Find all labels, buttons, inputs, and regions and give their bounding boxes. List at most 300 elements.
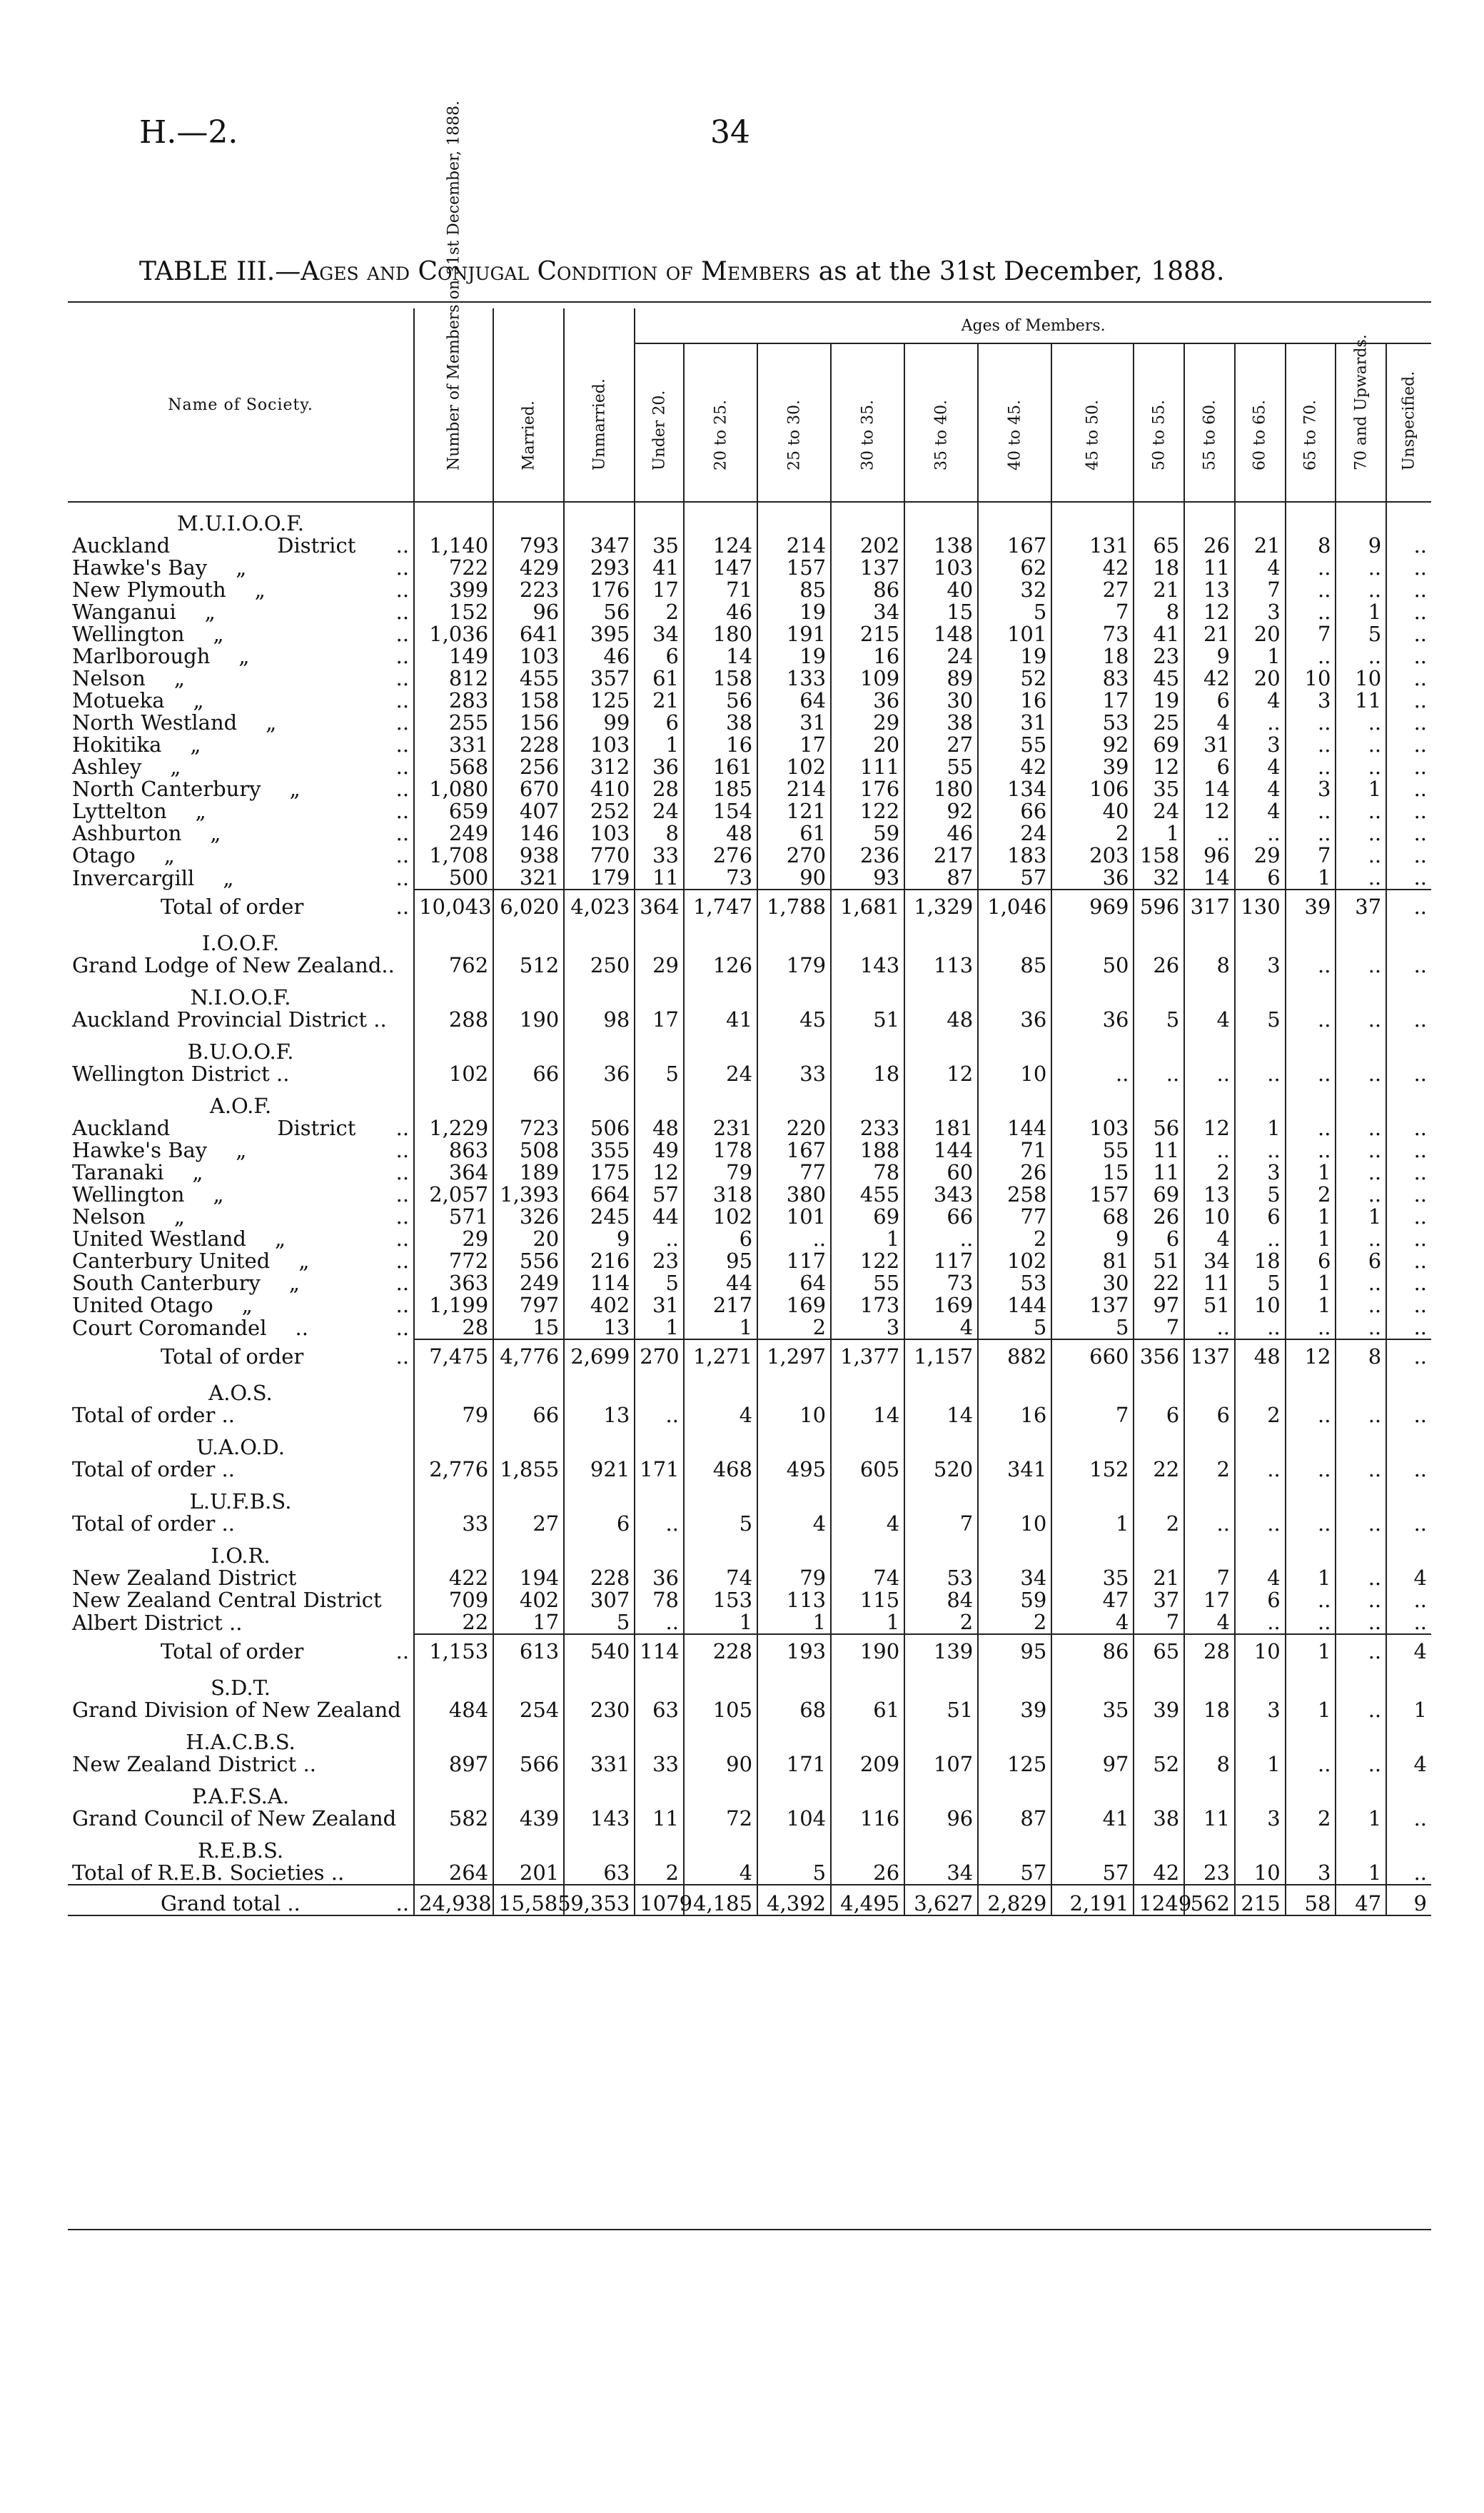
table-cell: 65 xyxy=(1134,1634,1184,1667)
empty-cell xyxy=(1051,1481,1134,1513)
leader-dots: .. xyxy=(395,600,410,624)
table-cell: .. xyxy=(1386,1339,1431,1372)
table-cell: 149 xyxy=(414,645,493,668)
empty-cell xyxy=(1386,1535,1431,1567)
table-cell: 42 xyxy=(978,756,1051,778)
table-cell: 137 xyxy=(1184,1339,1235,1372)
table-cell: 8 xyxy=(1286,535,1336,557)
table-cell: 122 xyxy=(831,800,904,822)
table-cell: 11 xyxy=(635,867,684,890)
table-cell: 45 xyxy=(757,1009,831,1031)
empty-cell xyxy=(757,502,831,535)
table-cell: .. xyxy=(1286,1009,1336,1031)
leader-dots: .. xyxy=(395,1344,410,1369)
society-name xyxy=(68,734,414,756)
society-name xyxy=(68,1339,414,1372)
empty-cell xyxy=(904,1372,978,1404)
table-cell: 103 xyxy=(1051,1117,1134,1139)
section-title: H.A.C.B.S. xyxy=(186,1730,296,1754)
table-cell: 17 xyxy=(757,734,831,756)
table-cell: 571 xyxy=(414,1206,493,1228)
table-cell: 78 xyxy=(635,1589,684,1611)
table-cell: .. xyxy=(1336,1513,1386,1535)
district-label: „ xyxy=(173,666,185,690)
table-cell: 16 xyxy=(831,645,904,668)
table-cell: .. xyxy=(1134,1063,1184,1085)
table-cell: 17 xyxy=(635,1009,684,1031)
table-row xyxy=(68,1184,1431,1206)
district-label: „ xyxy=(241,1293,253,1317)
table-cell: 36 xyxy=(978,1009,1051,1031)
table-cell: 73 xyxy=(1051,623,1134,645)
empty-cell xyxy=(757,1535,831,1567)
table-cell: 147 xyxy=(684,557,757,579)
table-cell: .. xyxy=(1235,1611,1286,1634)
empty-cell xyxy=(1051,1426,1134,1459)
table-cell: 312 xyxy=(564,756,635,778)
table-cell: 2 xyxy=(1184,1459,1235,1481)
table-cell: 113 xyxy=(904,955,978,977)
table-cell: 969 xyxy=(1051,890,1134,922)
empty-cell xyxy=(635,1481,684,1513)
table-cell: 50 xyxy=(1051,955,1134,977)
empty-cell xyxy=(1336,1085,1386,1117)
table-cell: 201 xyxy=(493,1862,564,1885)
society-name-text: Motueka xyxy=(72,688,165,712)
column-age-10 xyxy=(1286,343,1336,502)
table-cell: 126 xyxy=(684,955,757,977)
table-cell: .. xyxy=(1386,1162,1431,1184)
society-name xyxy=(68,1063,414,1085)
leader-dots: .. xyxy=(395,1138,410,1162)
table-cell: .. xyxy=(1386,712,1431,734)
table-cell: .. xyxy=(1286,1316,1336,1339)
empty-cell xyxy=(831,1426,904,1459)
table-cell: 938 xyxy=(493,845,564,867)
table-row xyxy=(68,1206,1431,1228)
table-cell: 36 xyxy=(1051,1009,1134,1031)
empty-cell xyxy=(684,1426,757,1459)
district-label: „ xyxy=(163,843,175,867)
table-cell: 793 xyxy=(493,535,564,557)
table-cell: 566 xyxy=(493,1753,564,1776)
empty-cell xyxy=(831,922,904,955)
table-cell: .. xyxy=(1286,756,1336,778)
society-name xyxy=(68,778,414,800)
empty-cell xyxy=(684,1830,757,1862)
empty-cell xyxy=(831,1535,904,1567)
table-cell: 203 xyxy=(1051,845,1134,867)
table-cell: 21 xyxy=(1134,1567,1184,1589)
table-cell: 357 xyxy=(564,668,635,690)
section-title: P.A.F.S.A. xyxy=(192,1784,290,1808)
table-cell: 124 xyxy=(684,535,757,557)
empty-cell xyxy=(904,922,978,955)
table-cell: 35 xyxy=(1051,1567,1134,1589)
table-cell: 18 xyxy=(1235,1250,1286,1272)
table-row xyxy=(68,756,1431,778)
society-name-text: Auckland Provincial District .. xyxy=(72,1007,387,1032)
table-row xyxy=(68,623,1431,645)
empty-cell xyxy=(414,977,493,1009)
table-row xyxy=(68,1611,1431,1634)
society-name-text: Grand Division of New Zealand xyxy=(72,1698,401,1722)
table-cell: 190 xyxy=(493,1009,564,1031)
table-cell: 34 xyxy=(1184,1250,1235,1272)
table-cell: 26 xyxy=(1184,535,1235,557)
table-cell: 39 xyxy=(1134,1699,1184,1721)
table-cell: 215 xyxy=(831,623,904,645)
society-name-text: Total of order xyxy=(161,894,304,919)
empty-cell xyxy=(493,1535,564,1567)
table-cell: 660 xyxy=(1051,1339,1134,1372)
society-name xyxy=(68,867,414,890)
empty-cell xyxy=(1386,1830,1431,1862)
table-cell: 363 xyxy=(414,1272,493,1294)
empty-cell xyxy=(414,1372,493,1404)
society-name-text: Nelson xyxy=(72,666,146,690)
table-cell: 92 xyxy=(1051,734,1134,756)
empty-cell xyxy=(904,1776,978,1808)
table-cell: 4 xyxy=(1235,756,1286,778)
table-cell: 5 xyxy=(635,1063,684,1085)
district-label: „ xyxy=(289,777,301,801)
table-row xyxy=(68,778,1431,800)
society-name-text: Total of order .. xyxy=(72,1403,235,1427)
table-cell: 40 xyxy=(904,579,978,601)
table-cell: 214 xyxy=(757,535,831,557)
empty-cell xyxy=(493,1721,564,1753)
column-age-7 xyxy=(1134,343,1184,502)
table-cell: 60 xyxy=(904,1162,978,1184)
empty-cell xyxy=(564,1776,635,1808)
table-cell: 86 xyxy=(831,579,904,601)
table-cell: 12 xyxy=(1184,1117,1235,1139)
table-cell: 18 xyxy=(1051,645,1134,668)
table-cell: 84 xyxy=(904,1589,978,1611)
empty-cell xyxy=(1051,922,1134,955)
empty-cell xyxy=(978,977,1051,1009)
table-cell: 1 xyxy=(1386,1699,1431,1721)
table-cell: 1 xyxy=(1286,1206,1336,1228)
table-cell: 44 xyxy=(635,1206,684,1228)
table-cell: 422 xyxy=(414,1567,493,1589)
table-cell: 85 xyxy=(757,579,831,601)
table-cell: 484 xyxy=(414,1699,493,1721)
section-title: I.O.O.F. xyxy=(201,931,280,955)
table-cell: 562 xyxy=(1184,1885,1235,1915)
table-cell: 5 xyxy=(1336,623,1386,645)
table-cell: 12 xyxy=(1184,601,1235,623)
table-cell: 356 xyxy=(1134,1339,1184,1372)
table-cell: .. xyxy=(1386,1404,1431,1426)
empty-cell xyxy=(414,1426,493,1459)
table-cell: 109 xyxy=(831,668,904,690)
table-cell: 250 xyxy=(564,955,635,977)
table-cell: 233 xyxy=(831,1117,904,1139)
table-row xyxy=(68,1404,1431,1426)
table-cell: 125 xyxy=(564,690,635,712)
table-cell: 178 xyxy=(684,1139,757,1162)
table-cell: 51 xyxy=(904,1699,978,1721)
empty-cell xyxy=(1184,977,1235,1009)
society-name xyxy=(68,1250,414,1272)
table-cell: 29 xyxy=(414,1228,493,1250)
table-cell: 74 xyxy=(684,1567,757,1589)
section-row xyxy=(68,1481,1431,1513)
table-cell: .. xyxy=(757,1228,831,1250)
table-cell: 16 xyxy=(684,734,757,756)
table-cell: 189 xyxy=(493,1162,564,1184)
district-label: „ xyxy=(238,644,250,668)
table-cell: 230 xyxy=(564,1699,635,1721)
table-row xyxy=(68,1228,1431,1250)
table-cell: 45 xyxy=(1134,668,1184,690)
empty-cell xyxy=(1235,1426,1286,1459)
table-cell: 8 xyxy=(1184,1753,1235,1776)
table-cell: 10 xyxy=(1286,668,1336,690)
table-cell: 37 xyxy=(1134,1589,1184,1611)
leader-dots: .. xyxy=(395,688,410,712)
table-cell: .. xyxy=(1386,778,1431,800)
empty-cell xyxy=(564,1085,635,1117)
empty-cell xyxy=(564,1830,635,1862)
table-cell: 176 xyxy=(564,579,635,601)
table-cell: 103 xyxy=(493,645,564,668)
table-cell: 1 xyxy=(757,1611,831,1634)
leader-dots: .. xyxy=(395,644,410,668)
table-cell: 51 xyxy=(1184,1294,1235,1316)
empty-cell xyxy=(1286,1830,1336,1862)
table-cell: 48 xyxy=(904,1009,978,1031)
table-cell: .. xyxy=(1286,955,1336,977)
table-cell: .. xyxy=(1386,1250,1431,1272)
society-name xyxy=(68,557,414,579)
empty-cell xyxy=(1184,1830,1235,1862)
section-title: R.E.B.S. xyxy=(198,1838,284,1863)
table-cell: 66 xyxy=(493,1404,564,1426)
empty-cell xyxy=(1184,1667,1235,1699)
empty-cell xyxy=(1286,922,1336,955)
table-cell: 670 xyxy=(493,778,564,800)
empty-cell xyxy=(414,1667,493,1699)
table-cell: 8 xyxy=(635,822,684,845)
table-row xyxy=(68,690,1431,712)
empty-cell xyxy=(1336,977,1386,1009)
table-cell: 556 xyxy=(493,1250,564,1272)
table-cell: 56 xyxy=(684,690,757,712)
table-cell: 115 xyxy=(831,1589,904,1611)
table-cell: 71 xyxy=(978,1139,1051,1162)
empty-cell xyxy=(1386,1721,1431,1753)
society-name xyxy=(68,1459,414,1481)
total-row xyxy=(68,890,1431,922)
table-cell: .. xyxy=(1235,1063,1286,1085)
table-cell: 14 xyxy=(904,1404,978,1426)
table-cell: 582 xyxy=(414,1808,493,1830)
table-cell: 921 xyxy=(564,1459,635,1481)
table-cell: 14 xyxy=(1184,778,1235,800)
table-cell: 255 xyxy=(414,712,493,734)
table-cell: 2,776 xyxy=(414,1459,493,1481)
section-row xyxy=(68,502,1431,535)
empty-cell xyxy=(635,502,684,535)
society-name-text: Total of order xyxy=(161,1344,304,1369)
table-cell: 55 xyxy=(831,1272,904,1294)
district-label: „ xyxy=(210,821,221,845)
table-cell: 6 xyxy=(1184,756,1235,778)
table-cell: 9 xyxy=(1051,1228,1134,1250)
table-cell: 215 xyxy=(1235,1885,1286,1915)
society-name xyxy=(68,690,414,712)
table-cell: 39 xyxy=(1286,890,1336,922)
table-cell: 722 xyxy=(414,557,493,579)
table-cell: .. xyxy=(1286,1611,1336,1634)
table-cell: 3 xyxy=(1286,778,1336,800)
title-prefix: TABLE III.— xyxy=(139,257,301,286)
table-cell: .. xyxy=(1286,800,1336,822)
table-row xyxy=(68,1117,1431,1139)
table-cell: 90 xyxy=(757,867,831,890)
table-cell: 2 xyxy=(635,1862,684,1885)
empty-cell xyxy=(1386,1426,1431,1459)
table-cell: 41 xyxy=(1134,623,1184,645)
table-cell: 641 xyxy=(493,623,564,645)
table-cell: 1 xyxy=(1286,1699,1336,1721)
empty-cell xyxy=(1134,1535,1184,1567)
table-cell: 21 xyxy=(635,690,684,712)
column-age-3 xyxy=(831,343,904,502)
empty-cell xyxy=(978,1776,1051,1808)
leader-dots: .. xyxy=(395,1315,410,1340)
leader-dots: .. xyxy=(395,1204,410,1229)
table-cell: 143 xyxy=(564,1808,635,1830)
table-cell: .. xyxy=(1286,579,1336,601)
table-cell: 1 xyxy=(1286,867,1336,890)
table-cell: 13 xyxy=(1184,1184,1235,1206)
empty-cell xyxy=(904,1085,978,1117)
table-cell: 31 xyxy=(757,712,831,734)
society-name-text: Wellington District .. xyxy=(72,1062,290,1086)
table-cell: 7,475 xyxy=(414,1339,493,1372)
table-cell: 38 xyxy=(684,712,757,734)
empty-cell xyxy=(757,922,831,955)
empty-cell xyxy=(1235,1372,1286,1404)
table-cell: 468 xyxy=(684,1459,757,1481)
district-label: District xyxy=(277,1116,356,1140)
table-cell: 1,153 xyxy=(414,1634,493,1667)
table-cell: 11 xyxy=(1134,1139,1184,1162)
empty-cell xyxy=(1134,1372,1184,1404)
table-cell: 98 xyxy=(564,1009,635,1031)
society-name xyxy=(68,756,414,778)
table-cell: 3 xyxy=(1235,601,1286,623)
empty-cell xyxy=(978,1721,1051,1753)
society-name xyxy=(68,1885,414,1915)
empty-cell xyxy=(1134,1830,1184,1862)
table-cell: 16 xyxy=(978,690,1051,712)
table-cell: 19 xyxy=(757,601,831,623)
table-cell: .. xyxy=(1386,1063,1431,1085)
table-cell: 14 xyxy=(831,1404,904,1426)
empty-cell xyxy=(1286,1031,1336,1063)
table-cell: 95 xyxy=(978,1634,1051,1667)
table-cell: 2 xyxy=(635,601,684,623)
table-cell: 12 xyxy=(635,1162,684,1184)
table-cell: 882 xyxy=(978,1339,1051,1372)
table-cell: 2,057 xyxy=(414,1184,493,1206)
society-name xyxy=(68,1589,414,1611)
society-name-text: Court Coromandel xyxy=(72,1315,267,1340)
table-cell: .. xyxy=(1336,1699,1386,1721)
empty-cell xyxy=(1386,1667,1431,1699)
empty-cell xyxy=(635,1372,684,1404)
table-cell: 2,829 xyxy=(978,1885,1051,1915)
table-cell: 2 xyxy=(1286,1808,1336,1830)
column-age-label: 20 to 25. xyxy=(712,399,730,470)
table-cell: .. xyxy=(1286,1117,1336,1139)
table-cell: .. xyxy=(1336,1634,1386,1667)
empty-cell xyxy=(414,1031,493,1063)
empty-cell xyxy=(1336,1426,1386,1459)
table-cell: .. xyxy=(1235,1316,1286,1339)
table-cell: 1 xyxy=(1235,1117,1286,1139)
column-age-label: 30 to 35. xyxy=(859,399,877,470)
empty-cell xyxy=(493,1776,564,1808)
table-cell: 57 xyxy=(978,867,1051,890)
society-name-text: Total of order .. xyxy=(72,1457,235,1481)
table-row xyxy=(68,1294,1431,1316)
table-cell: 29 xyxy=(1235,845,1286,867)
column-number-of-members xyxy=(414,100,493,502)
table-cell: 36 xyxy=(831,690,904,712)
table-cell: 69 xyxy=(1134,734,1184,756)
table-cell: 92 xyxy=(904,800,978,822)
table-row xyxy=(68,1162,1431,1184)
table-cell: 341 xyxy=(978,1459,1051,1481)
table-cell: 46 xyxy=(904,822,978,845)
table-cell: 157 xyxy=(1051,1184,1134,1206)
table-cell: .. xyxy=(1386,756,1431,778)
society-name-text: Hawke's Bay xyxy=(72,555,208,580)
table-cell: 64 xyxy=(757,1272,831,1294)
table-cell: 24,938 xyxy=(414,1885,493,1915)
table-cell: .. xyxy=(904,1228,978,1250)
empty-cell xyxy=(978,1481,1051,1513)
section-title: N.I.O.O.F. xyxy=(190,985,291,1009)
table-cell: 23 xyxy=(1184,1862,1235,1885)
district-label: „ xyxy=(223,865,234,890)
table-cell: 114 xyxy=(635,1634,684,1667)
column-name-of-society: Name of Society. xyxy=(68,308,414,502)
society-name xyxy=(68,845,414,867)
society-name-text: Total of order xyxy=(161,1638,304,1663)
society-name-text: Taranaki xyxy=(72,1160,164,1184)
empty-cell xyxy=(1134,977,1184,1009)
society-name xyxy=(68,535,414,557)
district-label: „ xyxy=(170,755,181,779)
table-row xyxy=(68,1316,1431,1339)
table-cell: .. xyxy=(1336,579,1386,601)
table-cell: 321 xyxy=(493,867,564,890)
table-cell: 33 xyxy=(414,1513,493,1535)
table-cell: .. xyxy=(1184,1513,1235,1535)
table-cell: 236 xyxy=(831,845,904,867)
table-cell: 1,271 xyxy=(684,1339,757,1372)
table-cell: 317 xyxy=(1184,890,1235,922)
table-cell: 4 xyxy=(1235,557,1286,579)
table-cell: 35 xyxy=(635,535,684,557)
